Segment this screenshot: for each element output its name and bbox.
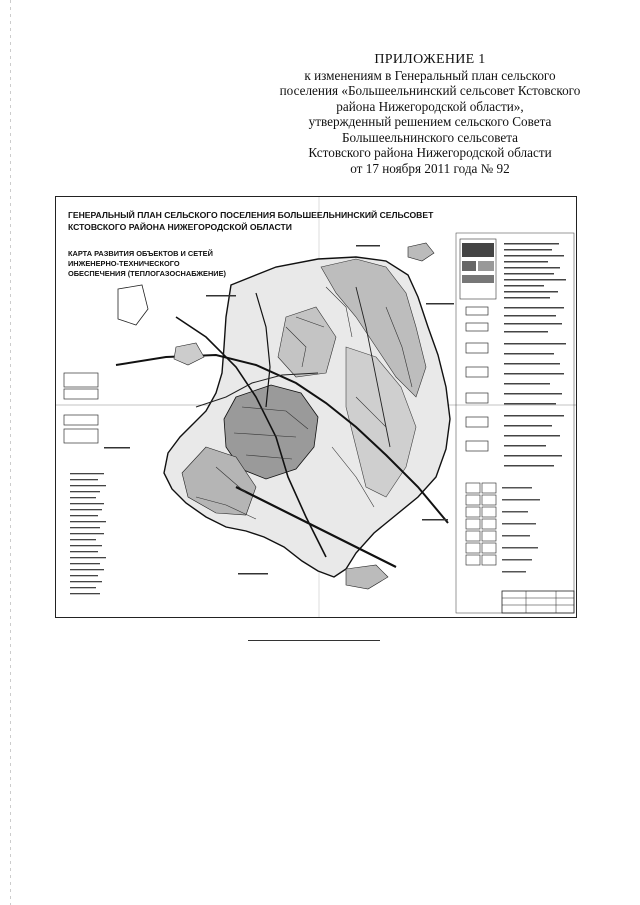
map-title-line: ГЕНЕРАЛЬНЫЙ ПЛАН СЕЛЬСКОГО ПОСЕЛЕНИЯ БОЛЬШЕЕЛЬНИНСКИЙ СЕЛЬСОВЕТ: [68, 210, 434, 220]
separator-line: [248, 640, 380, 641]
appendix-line: поселения «Большеельнинский сельсовет Кстовского: [279, 83, 581, 98]
map-title: [68, 209, 538, 233]
appendix-line: утвержденный решением сельского Совета: [308, 114, 552, 129]
map-sheet: [55, 196, 577, 618]
appendix-line: Кстовского района Нижегородской области: [308, 145, 552, 160]
appendix-title: ПРИЛОЖЕНИЕ 1: [374, 52, 486, 67]
map-title-line: КСТОВСКОГО РАЙОНА НИЖЕГОРОДСКОЙ ОБЛАСТИ: [68, 222, 292, 232]
map-subtitle: [68, 249, 328, 279]
appendix-line: к изменениям в Генеральный план сельского: [304, 67, 556, 83]
title-block: [502, 591, 574, 613]
left-legend: [64, 373, 106, 594]
legend-panel: [456, 233, 574, 613]
appendix-header: [250, 52, 610, 176]
map-subtitle-line: ИНЖЕНЕРНО-ТЕХНИЧЕСКОГО: [68, 259, 180, 268]
appendix-line: Большеельнинского сельсовета: [341, 129, 519, 145]
map-subtitle-line: КАРТА РАЗВИТИЯ ОБЪЕКТОВ И СЕТЕЙ: [68, 249, 213, 258]
settlement-territory: [104, 243, 454, 589]
map-subtitle-line: ОБЕСПЕЧЕНИЯ (ТЕПЛОГАЗОСНАБЖЕНИЕ): [68, 269, 226, 278]
scan-edge-artifact: [10, 0, 11, 905]
appendix-line: от 17 ноября 2011 года № 92: [350, 160, 510, 176]
appendix-line: района Нижегородской области»,: [336, 98, 524, 114]
